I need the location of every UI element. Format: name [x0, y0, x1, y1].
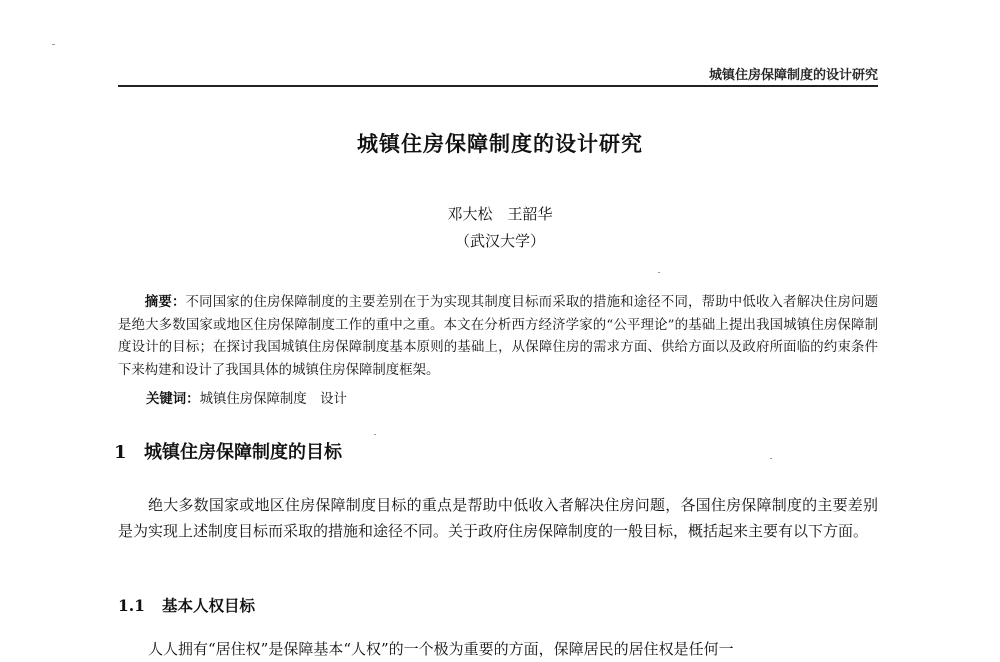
subsection-paragraph: 人人拥有“居住权”是保障基本“人权”的一个极为重要的方面，保障居民的居住权是任何一 [148, 640, 734, 658]
section-heading [114, 438, 342, 464]
subsection-heading [118, 594, 255, 616]
keywords [146, 388, 347, 411]
paper-affiliation: （武汉大学） [454, 232, 545, 250]
subsection-title: 基本人权目标 [162, 596, 256, 615]
header-rule [118, 85, 878, 87]
keywords-label: 关键词： [146, 391, 200, 407]
abstract [118, 291, 878, 382]
paper-authors: 邓大松 王韶华 [447, 205, 553, 223]
scan-speck [52, 44, 55, 45]
keywords-text: 城镇住房保障制度 设计 [199, 392, 347, 407]
section-number: 1 [114, 442, 127, 463]
section-paragraph: 绝大多数国家或地区住房保障制度目标的重点是帮助中低收入者解决住房问题，各国住房保障制度的主要差别是为实现上述制度目标而采取的措施和途径不同。关于政府住房保障制度的一般目标，概括起来主要有以下方面。 [118, 496, 878, 540]
scan-speck [658, 272, 660, 273]
subsection-number: 1.1 [118, 596, 145, 615]
section-title: 城镇住房保障制度的目标 [144, 442, 342, 463]
running-header: 城镇住房保障制度的设计研究 [708, 68, 878, 83]
paper-title: 城镇住房保障制度的设计研究 [357, 131, 643, 156]
scan-speck [770, 458, 772, 459]
scan-speck [374, 434, 376, 435]
abstract-text: 不同国家的住房保障制度的主要差别在于为实现其制度目标而采取的措施和途径不同，帮助中低收入者解决住房问题是绝大多数国家或地区住房保障制度工作的重中之重。本文在分析西方经济学家的“公平理论”的基础上提出我国城镇住房保障制度设计的目标；在探讨我国城镇住房保障制度基本原则的基础上，从保障住房的需求方面、供给方面以及政府所面临的约束条件下来构建和设计了我国具体的城镇住房保障制度框架。 [118, 295, 879, 378]
abstract-label: 摘要： [144, 294, 186, 310]
